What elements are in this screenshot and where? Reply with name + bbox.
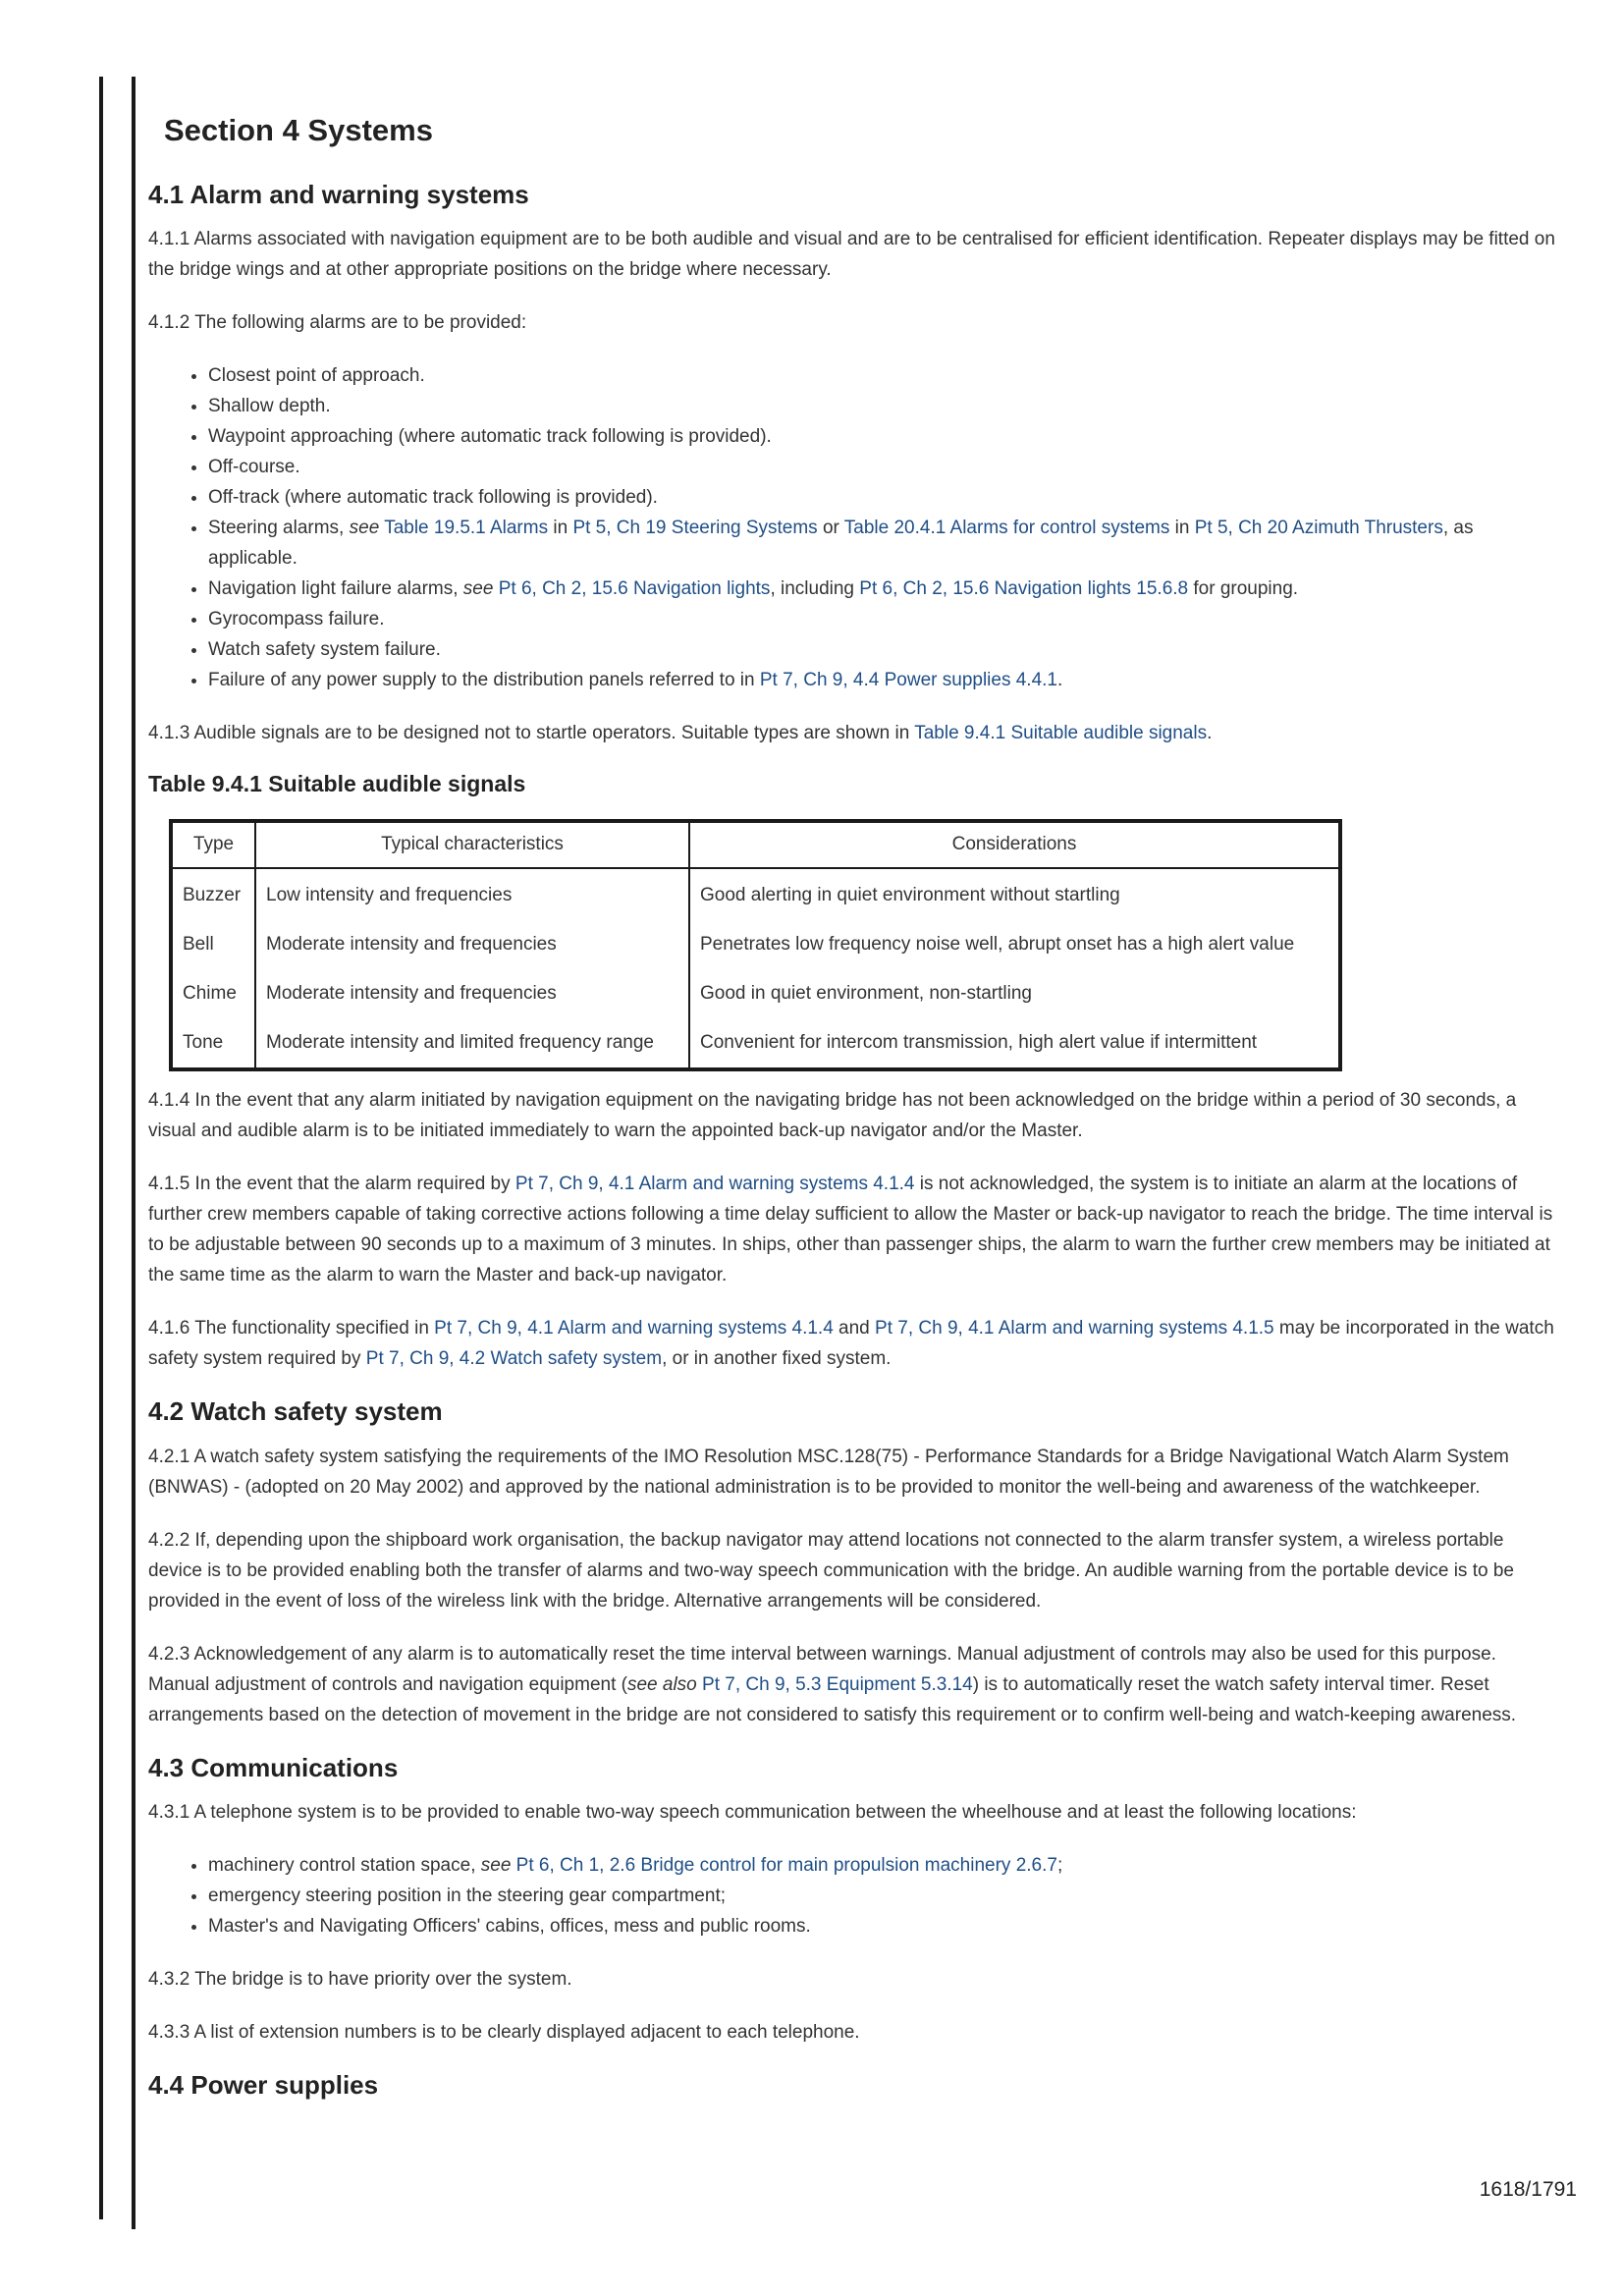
text: ; xyxy=(1056,1854,1063,1876)
margin-rule-inner xyxy=(132,77,135,2229)
text: and xyxy=(833,1318,876,1339)
heading-4-1: 4.1 Alarm and warning systems xyxy=(148,180,529,210)
list-item xyxy=(208,574,1562,604)
text: ) is to automatically reset the watch safety interval timer. Reset arrangements based on the detection of movement in the bridge are not considered to satisfy this requirement or to confirm well-being and watch-keeping awareness. xyxy=(148,1673,1517,1725)
list-item: • Gyrocompass failure. xyxy=(208,604,1562,634)
text: Failure of any power supply to the distribution panels referred to in xyxy=(208,670,760,691)
para-4-3-1: 4.3.1 A telephone system is to be provided to enable two-way speech communication between the wheelhouse and at least the following locations: xyxy=(148,1801,1357,1823)
text: , or in another fixed system. xyxy=(662,1348,892,1370)
text: for grouping. xyxy=(1188,578,1299,600)
see-text: see xyxy=(462,578,494,600)
cell-considerations: Good in quiet environment, non-startling xyxy=(700,983,1032,1005)
text: . xyxy=(1207,723,1213,744)
cell-considerations: Good alerting in quiet environment without startling xyxy=(700,885,1120,906)
cell-considerations: Penetrates low frequency noise well, abrupt onset has a high alert value xyxy=(700,934,1295,956)
locations-list xyxy=(148,1850,1562,1941)
text: machinery control station space, xyxy=(208,1854,481,1876)
list-item xyxy=(208,665,1562,695)
para-4-2-2: 4.2.2 If, depending upon the shipboard work organisation, the backup navigator may attend locations not connected to the alarm transfer system, a wireless portable device is to be provided enabling both the transfer of alarms and two-way speech communication with the bridge. An audible warning from the portable device is to be provided in the event of loss of the wireless link with the bridge. Alternative arrangements will be considered. xyxy=(148,1529,1514,1612)
text: . xyxy=(1057,670,1063,691)
para-4-2-3 xyxy=(148,1639,1562,1730)
cell-type: Chime xyxy=(171,969,255,1018)
heading-4-4: 4.4 Power supplies xyxy=(148,2069,379,2100)
text: 4.2.3 Acknowledgement of any alarm is to automatically reset the time interval between warnings. Manual adjustment of controls may also be used for this purpose. Manual adjustment of controls and navigation equipment ( xyxy=(148,1643,1496,1695)
list-item: • Closest point of approach. xyxy=(208,360,1562,391)
heading-4-2: 4.2 Watch safety system xyxy=(148,1396,443,1427)
cell-type: Bell xyxy=(171,920,255,969)
table-caption: Table 9.4.1 Suitable audible signals xyxy=(148,771,526,797)
para-4-1-4: 4.1.4 In the event that any alarm initiated by navigation equipment on the navigating bridge has not been acknowledged on the bridge within a period of 30 seconds, a visual and audible alarm is to be initiated immediately to warn the appointed back-up navigator and/or the Master. xyxy=(148,1090,1517,1142)
para-4-2-1: 4.2.1 A watch safety system satisfying the requirements of the IMO Resolution MSC.128(75) - Performance Standards for a Bridge Navigational Watch Alarm System (BNWAS) - (adopted on 20 May 2002) and approved by the national administration is to be provided to monitor the well-being and awareness of the watchkeeper. xyxy=(148,1446,1509,1498)
link-pt6-ch2-15-6-8[interactable]: Pt 6, Ch 2, 15.6 Navigation lights 15.6.8 xyxy=(859,578,1189,600)
para-4-1-6 xyxy=(148,1313,1562,1374)
table-row xyxy=(171,920,1340,969)
cell-characteristics: Low intensity and frequencies xyxy=(255,868,689,920)
col-header-characteristics: Typical characteristics xyxy=(255,821,689,868)
para-4-3-3: 4.3.3 A list of extension numbers is to be clearly displayed adjacent to each telephone. xyxy=(148,2021,860,2043)
text: 4.1.5 In the event that the alarm required by xyxy=(148,1174,515,1195)
text: , including xyxy=(770,578,860,600)
list-item: • emergency steering position in the steering gear compartment; xyxy=(208,1881,1562,1911)
link-pt6-ch1-2-6-7[interactable]: Pt 6, Ch 1, 2.6 Bridge control for main propulsion machinery 2.6.7 xyxy=(515,1854,1057,1876)
list-item: • Shallow depth. xyxy=(208,391,1562,421)
list-item xyxy=(208,1850,1562,1881)
link-pt7-ch9-4-1-4[interactable]: Pt 7, Ch 9, 4.1 Alarm and warning systems 4.1.4 xyxy=(514,1174,915,1195)
text: or xyxy=(817,518,844,539)
link-pt7-ch9-4-2[interactable]: Pt 7, Ch 9, 4.2 Watch safety system xyxy=(365,1348,663,1370)
table-row xyxy=(171,1018,1340,1069)
col-header-type: Type xyxy=(171,821,255,868)
cell-considerations: Convenient for intercom transmission, high alert value if intermittent xyxy=(700,1032,1258,1054)
para-4-1-5 xyxy=(148,1169,1562,1290)
list-item: • Master's and Navigating Officers' cabins, offices, mess and public rooms. xyxy=(208,1911,1562,1941)
list-item: • Off-course. xyxy=(208,452,1562,482)
link-pt5-ch20[interactable]: Pt 5, Ch 20 Azimuth Thrusters xyxy=(1194,518,1443,539)
cell-characteristics: Moderate intensity and frequencies xyxy=(255,969,689,1018)
list-item: • Off-track (where automatic track following is provided). xyxy=(208,482,1562,513)
link-pt5-ch19[interactable]: Pt 5, Ch 19 Steering Systems xyxy=(572,518,818,539)
text: is not acknowledged, the system is to initiate an alarm at the locations of further crew members capable of taking corrective actions following a time delay sufficient to allow the Master or back-up navigator to reach the bridge. The time interval is to be adjustable between 90 seconds up to a maximum of 3 minutes. In ships, other than passenger ships, the alarm to warn the further crew members may be initiated at the same time as the alarm to warn the Master and back-up navigator. xyxy=(148,1174,1553,1286)
cell-type: Buzzer xyxy=(171,868,255,920)
link-pt7-ch9-4-4-1[interactable]: Pt 7, Ch 9, 4.4 Power supplies 4.4.1 xyxy=(759,670,1057,691)
link-table-19-5-1[interactable]: Table 19.5.1 Alarms xyxy=(384,518,549,539)
see-text: see xyxy=(349,518,380,539)
text: , as applicable. xyxy=(208,518,1474,570)
margin-rule-outer xyxy=(99,77,103,2219)
text: may be incorporated in the watch safety system required by xyxy=(148,1318,1554,1370)
text: Steering alarms, xyxy=(208,518,350,539)
list-item: • Watch safety system failure. xyxy=(208,634,1562,665)
text: 4.1.6 The functionality specified in xyxy=(148,1318,435,1339)
section-title: Section 4 Systems xyxy=(164,113,433,147)
text: Navigation light failure alarms, xyxy=(208,578,463,600)
col-header-considerations: Considerations xyxy=(689,821,1340,868)
link-pt7-ch9-4-1-5[interactable]: Pt 7, Ch 9, 4.1 Alarm and warning systems 4.1.5 xyxy=(875,1318,1274,1339)
heading-4-3: 4.3 Communications xyxy=(148,1752,399,1782)
alarm-list xyxy=(148,360,1562,695)
para-4-1-2: 4.1.2 The following alarms are to be provided: xyxy=(148,312,527,334)
link-table-20-4-1[interactable]: Table 20.4.1 Alarms for control systems xyxy=(843,518,1170,539)
text: in xyxy=(548,518,573,539)
para-4-1-1: 4.1.1 Alarms associated with navigation equipment are to be both audible and visual and are to be centralised for efficient identification. Repeater displays may be fitted on the bridge wings and at other appropriate positions on the bridge where necessary. xyxy=(148,229,1555,281)
table-row xyxy=(171,868,1340,920)
link-pt7-ch9-5-3-14[interactable]: Pt 7, Ch 9, 5.3 Equipment 5.3.14 xyxy=(702,1673,973,1695)
table-row xyxy=(171,969,1340,1018)
para-4-3-2: 4.3.2 The bridge is to have priority over the system. xyxy=(148,1968,572,1990)
text: 4.1.3 Audible signals are to be designed not to startle operators. Suitable types are shown in xyxy=(148,723,915,744)
list-item: • Waypoint approaching (where automatic track following is provided). xyxy=(208,421,1562,452)
table-header-row xyxy=(171,821,1340,868)
list-item xyxy=(208,513,1562,574)
page-number: 1618/1791 xyxy=(1479,2178,1577,2201)
text: in xyxy=(1169,518,1195,539)
link-pt7-ch9-4-1-4[interactable]: Pt 7, Ch 9, 4.1 Alarm and warning systems 4.1.4 xyxy=(434,1318,834,1339)
audible-signals-table xyxy=(169,819,1342,1071)
para-4-1-3 xyxy=(148,718,1562,748)
link-pt6-ch2-15-6[interactable]: Pt 6, Ch 2, 15.6 Navigation lights xyxy=(498,578,771,600)
document-body xyxy=(148,106,1562,2114)
cell-characteristics: Moderate intensity and limited frequency range xyxy=(255,1018,689,1069)
see-text: see xyxy=(480,1854,512,1876)
cell-characteristics: Moderate intensity and frequencies xyxy=(255,920,689,969)
link-table-9-4-1[interactable]: Table 9.4.1 Suitable audible signals xyxy=(914,723,1208,744)
see-also-text: see also xyxy=(626,1673,697,1695)
cell-type: Tone xyxy=(171,1018,255,1069)
